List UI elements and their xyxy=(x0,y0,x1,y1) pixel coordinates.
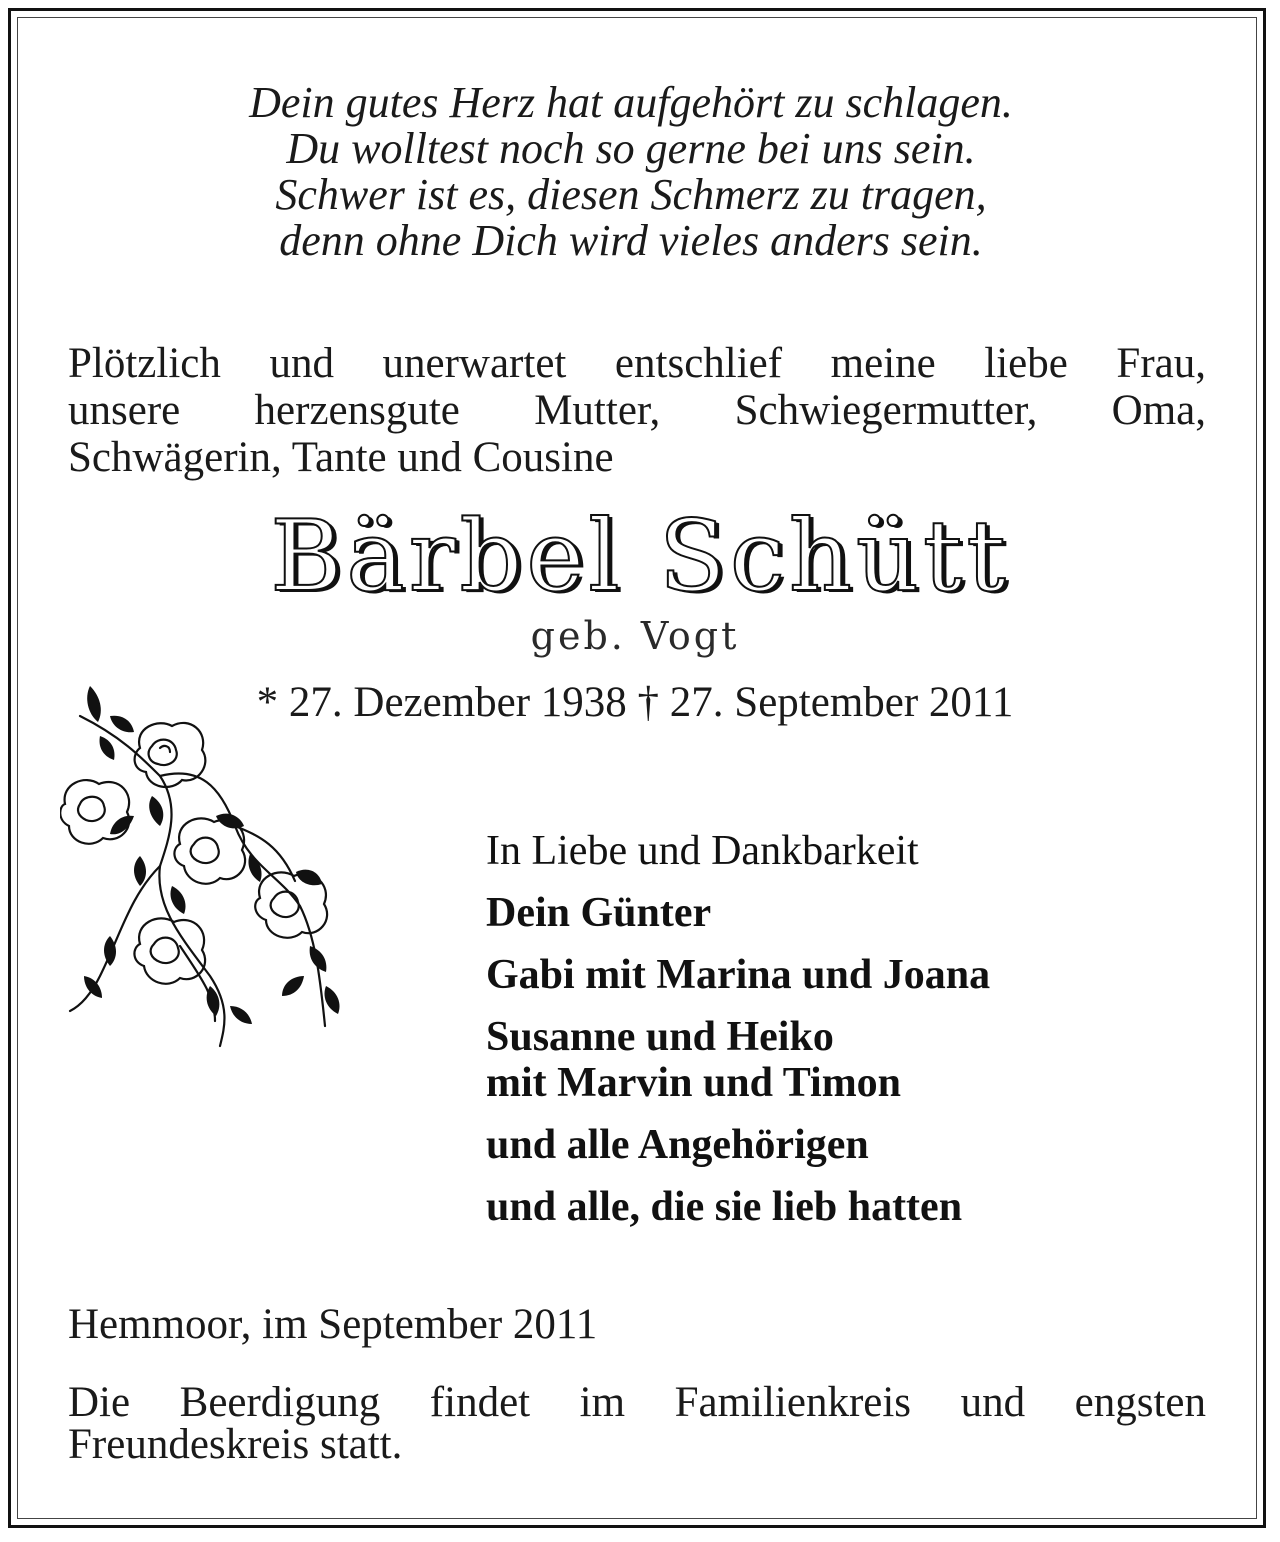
burial-line: Die Beerdigung findet im Familienkreis und engsten xyxy=(68,1379,1206,1426)
family-member: Dein Günter xyxy=(486,890,712,936)
family-member: und alle Angehörigen xyxy=(486,1122,869,1168)
deceased-name: Bärbel Schütt xyxy=(270,500,1010,614)
life-dates: * 27. Dezember 1938 † 27. September 2011 xyxy=(256,679,1014,726)
intro-text xyxy=(68,340,1206,481)
family-member: und alle, die sie lieb hatten xyxy=(486,1184,963,1230)
intro-line: Plötzlich und unerwartet entschlief meine liebe Frau, xyxy=(68,340,1206,387)
intro-line: unsere herzensgute Mutter, Schwiegermutter, Oma, xyxy=(68,387,1206,434)
poem-line: Schwer ist es, diesen Schmerz zu tragen, xyxy=(275,170,987,219)
thanks-line: In Liebe und Dankbarkeit xyxy=(486,828,919,874)
maiden-name: geb. Vogt xyxy=(530,614,740,658)
family-member: Gabi mit Marina und Joana xyxy=(486,952,991,998)
place-date: Hemmoor, im September 2011 xyxy=(68,1301,598,1348)
intro-line: Schwägerin, Tante und Cousine xyxy=(68,434,614,481)
family-member: mit Marvin und Timon xyxy=(486,1060,902,1106)
poem-line: denn ohne Dich wird vieles anders sein. xyxy=(279,216,983,265)
burial-line: Freundeskreis statt. xyxy=(68,1421,403,1468)
poem-line: Du wolltest noch so gerne bei uns sein. xyxy=(286,124,976,173)
poem xyxy=(0,80,1262,264)
burial-note xyxy=(68,1379,1206,1468)
poem-line: Dein gutes Herz hat aufgehört zu schlagen. xyxy=(249,78,1013,127)
family-member: Susanne und Heiko xyxy=(486,1014,834,1060)
roses-icon xyxy=(60,676,360,1056)
family-signatures xyxy=(486,826,1206,1230)
